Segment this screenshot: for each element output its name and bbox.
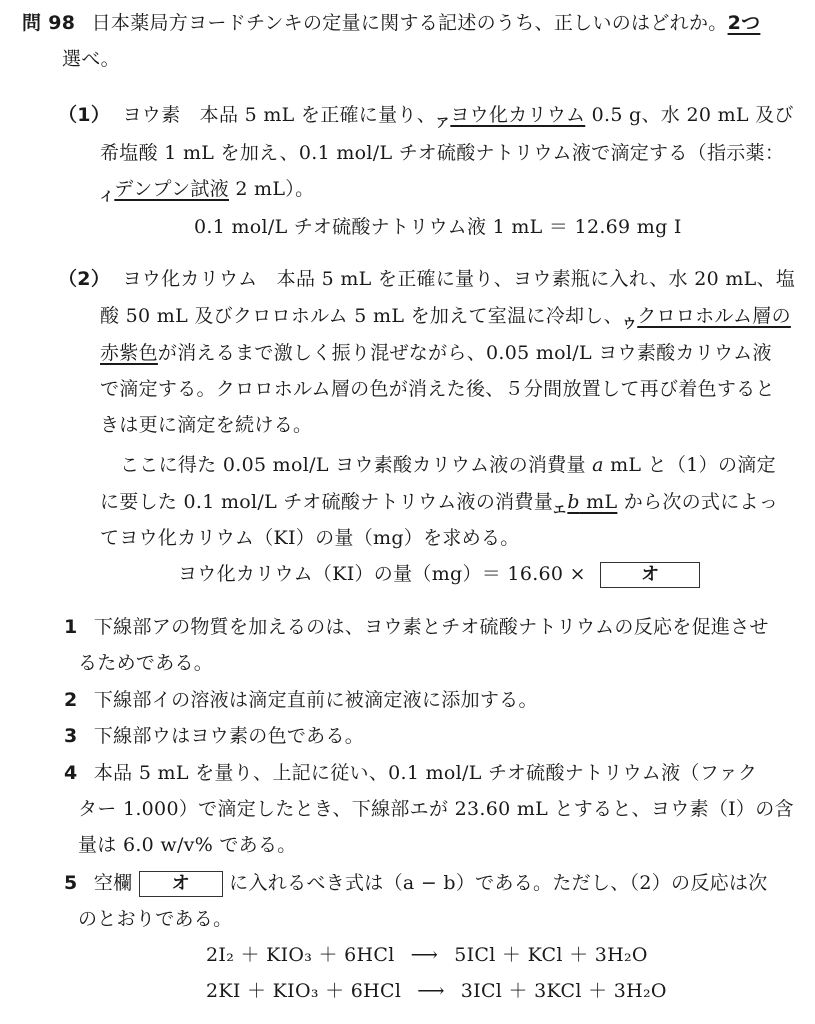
blank-box-o-ref: オ — [139, 871, 223, 897]
option-2: 2 下線部イの溶液は滴定直前に被滴定液に添加する。 — [64, 689, 538, 711]
answer-count: 2つ — [727, 12, 761, 34]
underline-i: デンプン試液 — [114, 178, 229, 200]
label-u: ウ — [622, 317, 637, 332]
question-stem-cont: 選べ。 — [62, 48, 120, 70]
blank-box-o: オ — [600, 562, 700, 588]
option-3: 3 下線部ウはヨウ素の色である。 — [64, 725, 365, 747]
option-1: 1 下線部アの物質を加えるのは、ヨウ素とチオ硫酸ナトリウムの反応を促進させ — [64, 616, 769, 638]
section-1-formula: 0.1 mol/L チオ硫酸ナトリウム液 1 mL ＝ 12.69 mg I — [194, 216, 682, 238]
equation-1: 2I₂ ＋ KIO₃ ＋ 6HCl ⟶ 5ICl ＋ KCl ＋ 3H₂O — [206, 944, 648, 966]
reaction-arrow-icon: ⟶ — [417, 980, 445, 1002]
equation-2: 2KI ＋ KIO₃ ＋ 6HCl ⟶ 3ICl ＋ 3KCl ＋ 3H₂O — [206, 980, 667, 1002]
section-2-number: （2） — [58, 268, 111, 290]
question-header — [22, 10, 760, 36]
option-4: 4 本品 5 mL を量り、上記に従い、0.1 mol/L チオ硫酸ナトリウム液（ファク — [64, 762, 758, 784]
option-5: 5 空欄 オ に入れるべき式は（a − b）である。ただし、（2）の反応は次 — [64, 870, 768, 897]
label-a: ア — [436, 116, 450, 131]
section-2-formula: ヨウ化カリウム（KI）の量（mg）＝ 16.60 × オ — [178, 561, 700, 588]
label-e: エ — [553, 503, 567, 518]
reaction-arrow-icon: ⟶ — [410, 944, 439, 966]
label-i: イ — [100, 190, 114, 205]
question-stem: 日本薬局方ヨードチンキの定量に関する記述のうち、正しいのはどれか。 — [91, 12, 728, 34]
underline-a: ヨウ化カリウム — [450, 104, 586, 126]
underline-e: b mL — [567, 491, 618, 513]
section-1-number: （1） — [58, 104, 111, 126]
underline-u: クロロホルム層の — [637, 305, 791, 327]
underline-u-cont: 赤紫色 — [100, 342, 158, 364]
question-number: 問 98 — [22, 12, 76, 34]
variable-a: a — [592, 454, 604, 476]
